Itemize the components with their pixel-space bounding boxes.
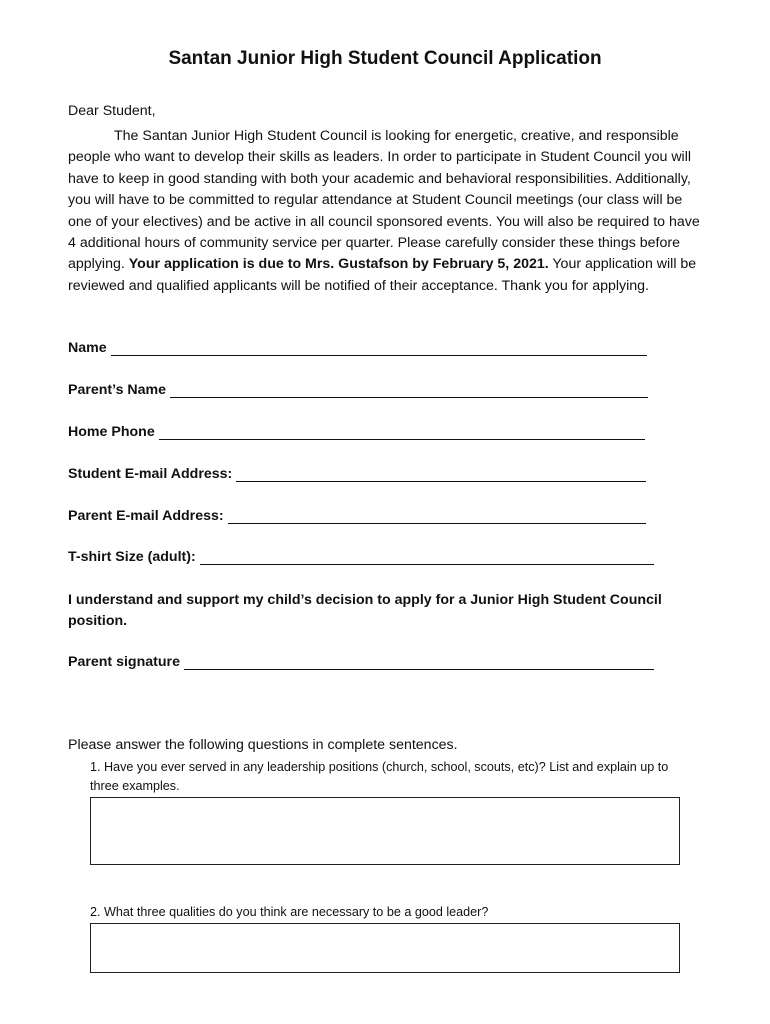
- home-phone-label: Home Phone: [68, 424, 155, 440]
- home-phone-input-line[interactable]: [159, 425, 645, 440]
- parent-email-input-line[interactable]: [228, 509, 646, 524]
- parent-email-field: [68, 508, 646, 524]
- name-input-line[interactable]: [111, 341, 647, 356]
- intro-text: The Santan Junior High Student Council is looking for energetic, creative, and responsible people who want to develop their skills as leaders. In order to participate in Student Council you will have to keep in good standing with both your academic and behavioral responsibilities. Additionally, you will have to be committed to regular attendance at Student Council meetings (our class will be one of your electives) and be active in all council sponsored events. You will also be required to have 4 additional hours of community service per quarter. Please carefully consider these things before applying.: [68, 128, 700, 273]
- question-1: 1. Have you ever served in any leadership positions (church, school, scouts, etc)? List and explain up to three examples.: [90, 760, 669, 793]
- parent-signature-field: [68, 654, 654, 670]
- greeting: Dear Student,: [68, 103, 156, 119]
- questions-intro: Please answer the following questions in complete sentences.: [68, 737, 458, 753]
- student-email-input-line[interactable]: [236, 467, 646, 482]
- intro-paragraph: [68, 126, 708, 297]
- tshirt-label: T-shirt Size (adult):: [68, 549, 196, 565]
- home-phone-field: [68, 424, 645, 440]
- page-title: Santan Junior High Student Council Application: [168, 48, 602, 69]
- name-label: Name: [68, 340, 107, 356]
- name-field: [68, 340, 647, 356]
- answer-box-1[interactable]: [90, 797, 680, 865]
- parent-signature-input-line[interactable]: [184, 655, 654, 670]
- tshirt-input-line[interactable]: [200, 550, 654, 565]
- consent-statement: I understand and support my child’s decision to apply for a Junior High Student Council position.: [68, 592, 662, 630]
- parent-name-label: Parent’s Name: [68, 382, 167, 398]
- student-email-field: [68, 466, 646, 482]
- student-email-label: Student E-mail Address:: [68, 466, 233, 482]
- answer-box-2[interactable]: [90, 923, 680, 973]
- tshirt-field: [68, 549, 654, 565]
- parent-name-field: [68, 382, 648, 398]
- parent-name-input-line[interactable]: [170, 383, 648, 398]
- parent-signature-label: Parent signature: [68, 654, 180, 670]
- parent-email-label: Parent E-mail Address:: [68, 508, 224, 524]
- intro-due-date: Your application is due to Mrs. Gustafson by February 5, 2021.: [128, 256, 549, 273]
- intro-closing: Your application will be reviewed and qualified applicants will be notified of their acceptance. Thank you for applying.: [68, 256, 697, 294]
- question-2: 2. What three qualities do you think are necessary to be a good leader?: [90, 905, 489, 919]
